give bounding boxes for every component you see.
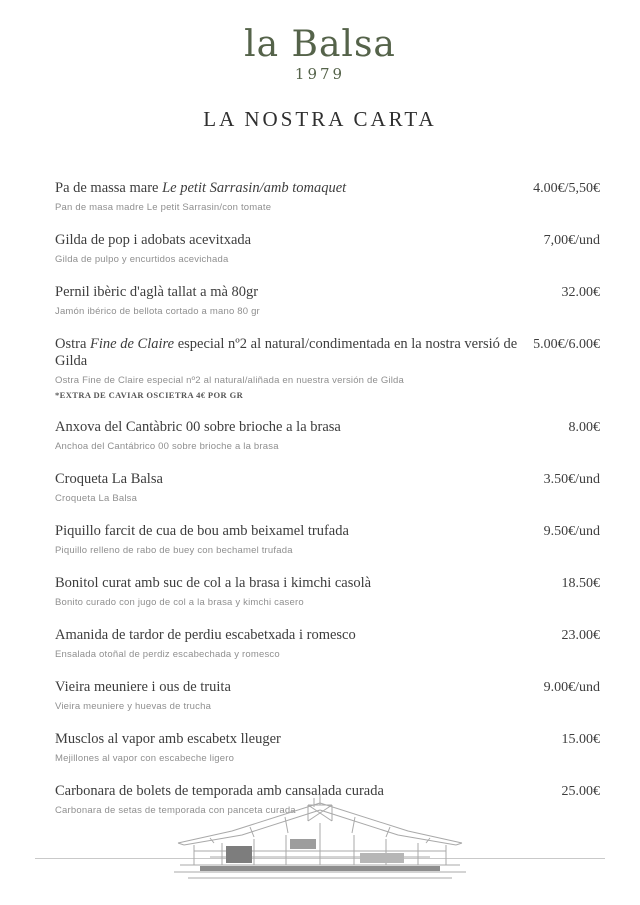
item-name-italic: Fine de Claire [90,335,175,352]
item-extra-note: *EXTRA DE CAVIAR OSCIETRA 4€ POR GR [55,389,244,400]
item-price: 15.00€ [561,731,600,747]
item-name-text: Ostra [55,335,91,352]
menu-item [55,731,600,764]
item-name [55,523,363,540]
item-name-text: Carbonara de bolets de temporada amb cansalada curada [55,782,384,799]
item-subtitle: Croqueta La Balsa [55,492,138,504]
item-subtitle: Vieira meuniere y huevas de trucha [55,700,212,712]
item-price: 9.50€/und [543,523,600,539]
item-name [55,180,360,197]
item-subtitle: Ostra Fine de Claire especial nº2 al natural/aliñada en nuestra versión de Gilda [55,374,404,386]
item-subtitle: Carbonara de setas de temporada con panceta curada [55,804,296,816]
menu-item [55,627,600,660]
item-price: 18.50€ [561,575,600,591]
item-name-text: especial nº2 al natural/condimentada en la nostra versió de Gilda [55,335,518,369]
menu-item [55,232,600,265]
item-price: 32.00€ [561,284,600,300]
item-row [55,336,600,370]
item-name [55,336,533,370]
item-name-text: Vieira meuniere i ous de truita [55,678,231,695]
item-name-text: Bonitol curat amb suc de col a la brasa i kimchi casolà [55,574,372,591]
item-name-text: Gilda de pop i adobats acevitxada [55,231,252,248]
item-name-italic: Le petit Sarrasin/amb tomaquet [162,179,347,196]
item-row [55,419,600,436]
item-price: 7,00€/und [543,232,600,248]
item-name [55,731,295,748]
item-name-text: Piquillo farcit de cua de bou amb beixamel trufada [55,522,349,539]
menu-header [0,0,640,132]
item-row [55,523,600,540]
restaurant-logo [0,26,640,83]
item-name [55,575,385,592]
item-price: 5.00€/6.00€ [533,336,600,352]
item-subtitle: Pan de masa madre Le petit Sarrasin/con tomate [55,201,272,213]
item-subtitle: Anchoa del Cantábrico 00 sobre brioche a la brasa [55,440,279,452]
menu-item [55,575,600,608]
item-subtitle: Bonito curado con jugo de col a la brasa y kimchi casero [55,596,304,608]
item-price: 25.00€ [561,783,600,799]
logo-year: 1979 [294,64,346,83]
item-price: 23.00€ [561,627,600,643]
item-price: 3.50€/und [543,471,600,487]
item-name-text: Amanida de tardor de perdiu escabetxada i romesco [55,626,356,643]
menu-item [55,284,600,317]
menu-item [55,679,600,712]
item-subtitle: Ensalada otoñal de perdiz escabechada y romesco [55,648,280,660]
item-name [55,627,370,644]
item-name-text: Croqueta La Balsa [55,470,163,487]
logo-name: la Balsa [244,24,396,65]
item-name [55,419,355,436]
restaurant-building-sketch-icon [170,793,470,883]
item-name-text: Pa de massa mare [55,179,163,196]
menu-item [55,419,600,452]
item-name [55,284,272,301]
item-price: 8.00€ [568,419,600,435]
page-title: LA NOSTRA CARTA [203,106,437,131]
menu-item [55,180,600,213]
item-row [55,180,600,197]
item-name-text: Musclos al vapor amb escabetx lleuger [55,730,281,747]
item-row [55,731,600,748]
menu-footer [0,775,640,905]
item-row [55,471,600,488]
item-price: 4.00€/5,50€ [533,180,600,196]
item-subtitle: Mejillones al vapor con escabeche ligero [55,752,235,764]
menu-list [55,180,600,816]
item-name [55,471,177,488]
item-subtitle: Jamón ibérico de bellota cortado a mano 80 gr [55,305,260,317]
item-row [55,627,600,644]
item-name-text: Anxova del Cantàbric 00 sobre brioche a la brasa [55,418,341,435]
menu-item [55,523,600,556]
item-row [55,232,600,249]
menu-item [55,471,600,504]
item-subtitle: Piquillo relleno de rabo de buey con bechamel trufada [55,544,293,556]
item-row [55,679,600,696]
item-name [55,679,245,696]
item-row [55,575,600,592]
item-row [55,284,600,301]
item-name [55,232,265,249]
item-name-text: Pernil ibèric d'aglà tallat a mà 80gr [55,283,259,300]
item-subtitle: Gilda de pulpo y encurtidos acevichada [55,253,229,265]
menu-item [55,336,600,400]
item-price: 9.00€/und [543,679,600,695]
